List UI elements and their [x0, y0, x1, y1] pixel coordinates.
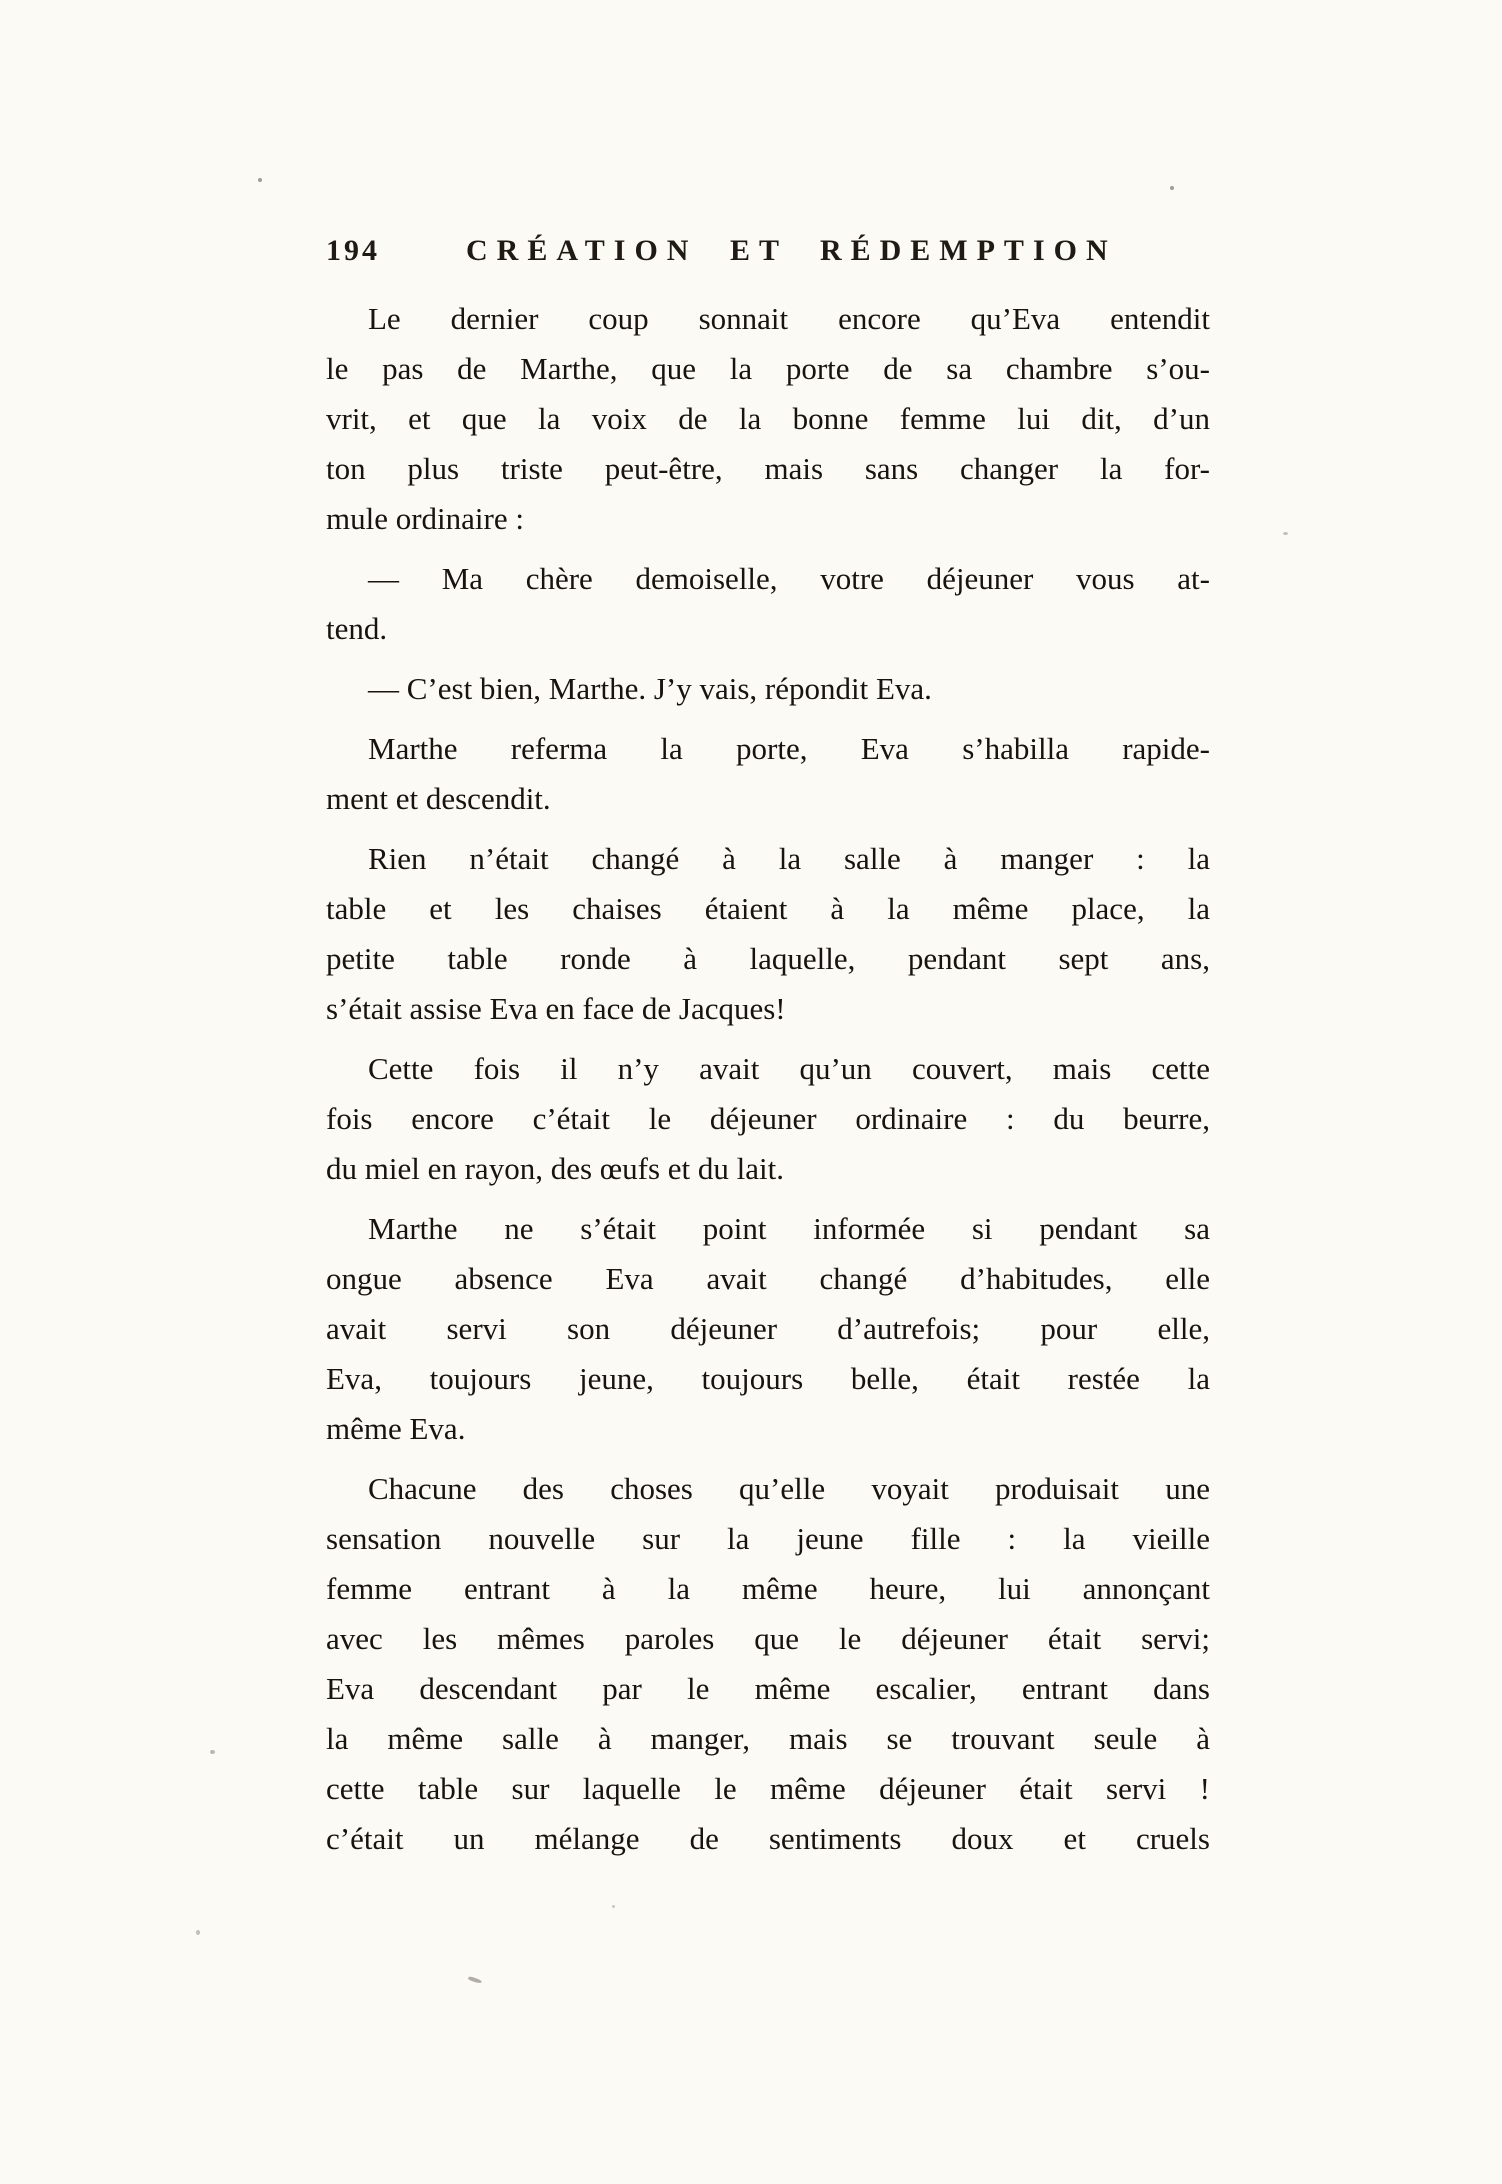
ink-speck	[196, 1930, 200, 1935]
text-line: c’était un mélange de sentiments doux et cruels	[326, 1821, 1210, 1856]
ink-speck	[468, 1976, 483, 1984]
paragraph	[326, 834, 1210, 1034]
text-line: — C’est bien, Marthe. J’y vais, répondit Eva.	[368, 671, 932, 706]
paragraph	[326, 554, 1210, 654]
text-line: Le dernier coup sonnait encore qu’Eva entendit	[368, 301, 1210, 336]
text-line: Cette fois il n’y avait qu’un couvert, mais cette	[368, 1051, 1210, 1086]
text-line: ment et descendit.	[326, 781, 551, 816]
running-title: CRÉATION ET RÉDEMPTION	[466, 234, 1117, 267]
text-line: Marthe ne s’était point informée si pendant sa	[368, 1211, 1210, 1246]
page-number: 194	[326, 234, 380, 267]
text-line: Eva descendant par le même escalier, entrant dans	[326, 1671, 1210, 1706]
ink-speck	[612, 1905, 615, 1908]
page-body	[326, 294, 1210, 1874]
text-line: le pas de Marthe, que la porte de sa chambre s’ou-	[326, 351, 1210, 386]
text-line: Rien n’était changé à la salle à manger : la	[368, 841, 1210, 876]
ink-speck	[258, 178, 262, 182]
text-line: la même salle à manger, mais se trouvant seule à	[326, 1721, 1210, 1756]
ink-speck	[1170, 186, 1174, 190]
text-line: cette table sur laquelle le même déjeuner était servi !	[326, 1771, 1210, 1806]
paragraph	[326, 1204, 1210, 1454]
paragraph	[326, 664, 1210, 714]
text-line: Marthe referma la porte, Eva s’habilla rapide-	[368, 731, 1210, 766]
text-line: petite table ronde à laquelle, pendant sept ans,	[326, 941, 1210, 976]
text-line: Chacune des choses qu’elle voyait produisait une	[368, 1471, 1210, 1506]
ink-speck	[1283, 532, 1288, 535]
text-line: ongue absence Eva avait changé d’habitudes, elle	[326, 1261, 1210, 1296]
text-line: Eva, toujours jeune, toujours belle, était restée la	[326, 1361, 1210, 1396]
ink-speck	[210, 1750, 215, 1754]
text-line: femme entrant à la même heure, lui annonçant	[326, 1571, 1210, 1606]
text-line: ton plus triste peut-être, mais sans changer la for-	[326, 451, 1210, 486]
text-line: tend.	[326, 611, 388, 646]
text-line: — Ma chère demoiselle, votre déjeuner vous at-	[368, 561, 1210, 596]
page-header	[326, 234, 1210, 268]
paragraph	[326, 294, 1210, 544]
text-line: avec les mêmes paroles que le déjeuner était servi;	[326, 1621, 1210, 1656]
paragraph	[326, 724, 1210, 824]
text-line: avait servi son déjeuner d’autrefois; pour elle,	[326, 1311, 1210, 1346]
text-line: même Eva.	[326, 1411, 466, 1446]
paragraph	[326, 1464, 1210, 1864]
text-line: s’était assise Eva en face de Jacques!	[326, 991, 786, 1026]
text-line: fois encore c’était le déjeuner ordinaire : du beurre,	[326, 1101, 1210, 1136]
text-line: vrit, et que la voix de la bonne femme lui dit, d’un	[326, 401, 1210, 436]
paragraph	[326, 1044, 1210, 1194]
text-line: mule ordinaire :	[326, 501, 524, 536]
text-line: sensation nouvelle sur la jeune fille : la vieille	[326, 1521, 1210, 1556]
text-line: table et les chaises étaient à la même place, la	[326, 891, 1210, 926]
text-line: du miel en rayon, des œufs et du lait.	[326, 1151, 785, 1186]
